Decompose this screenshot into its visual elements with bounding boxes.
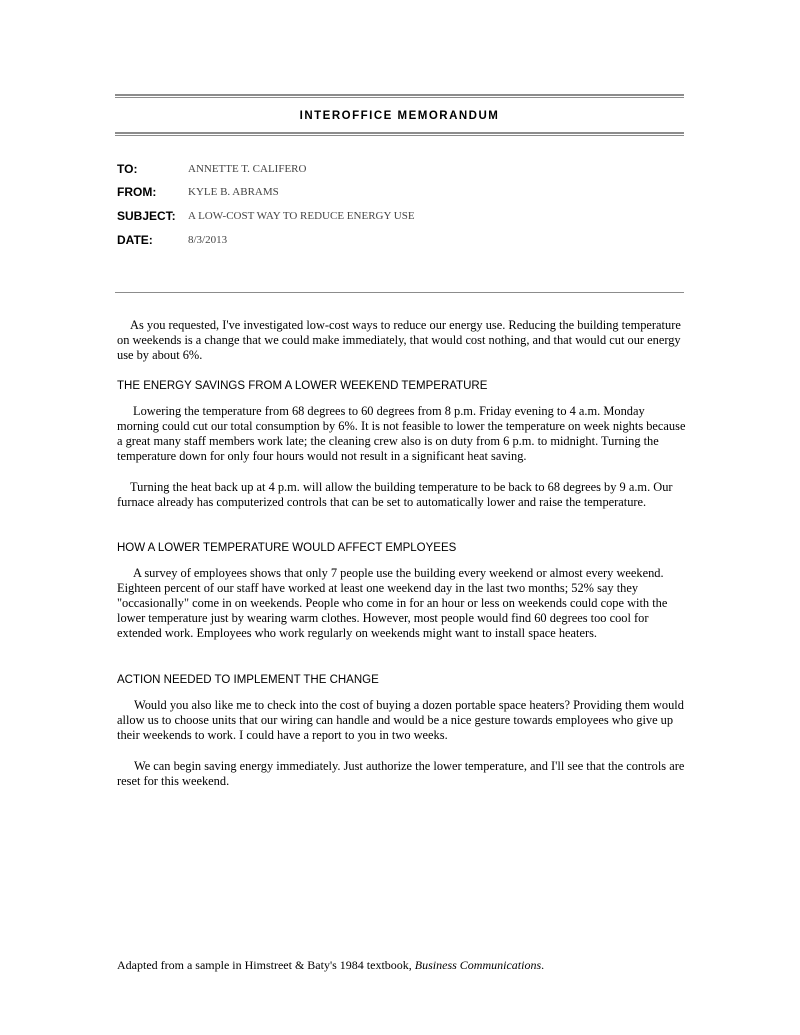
subject-label: SUBJECT:	[117, 209, 176, 223]
to-label: TO:	[117, 162, 138, 176]
date-value: 8/3/2013	[188, 234, 228, 246]
subject-value: A LOW-COST WAY TO REDUCE ENERGY USE	[188, 210, 415, 222]
energy-savings-paragraph-1: Lowering the temperature from 68 degrees to 60 degrees from 8 p.m. Friday evening to 4 a.m. Monday morning could cut our total consumption by 6%. It is not feasible to lower the temperature on week nights because a great many staff members work late; the cleaning crew also is on duty from 6 p.m. to midnight. Turning the temperature down for only four hours would not result in a significant heat saving.	[117, 404, 686, 463]
action-paragraph-2: We can begin saving energy immediately. Just authorize the lower temperature, and I'll see that the controls are reset for this weekend.	[117, 759, 685, 788]
memo-title: INTEROFFICE MEMORANDUM	[299, 110, 500, 122]
energy-savings-paragraph-2: Turning the heat back up at 4 p.m. will allow the building temperature to be back to 68 degrees by 9 a.m. Our furnace already has computerized controls that can be set to automatically lower and raise the temperature.	[117, 480, 673, 509]
footer-end: .	[541, 958, 545, 972]
date-label: DATE:	[117, 233, 153, 247]
to-value: ANNETTE T. CALIFERO	[188, 163, 307, 175]
header-bottom-rule	[115, 292, 684, 293]
footer-note	[117, 958, 544, 973]
section-heading-energy-savings: THE ENERGY SAVINGS FROM A LOWER WEEKEND TEMPERATURE	[117, 380, 488, 392]
section-heading-action: ACTION NEEDED TO IMPLEMENT THE CHANGE	[117, 674, 379, 686]
section-heading-employees: HOW A LOWER TEMPERATURE WOULD AFFECT EMPLOYEES	[117, 542, 457, 554]
footer-book-title: Business Communications	[414, 958, 542, 972]
employees-paragraph-1: A survey of employees shows that only 7 people use the building every weekend or almost every weekend. Eighteen percent of our staff have worked at least one weekend day in the last two months; 52% say they "occasionally" come in on weekends. People who come in for an hour or less on weekends could cope with the lower temperature just by wearing warm clothes. However, most people would find 60 degrees too cool for extended work. Employees who work regularly on weekends might want to install space heaters.	[117, 566, 668, 640]
title-rule-2	[115, 135, 684, 136]
from-value: KYLE B. ABRAMS	[188, 186, 279, 198]
title-rule-1	[115, 132, 684, 134]
action-paragraph-1: Would you also like me to check into the cost of buying a dozen portable space heaters? Providing them would allow us to choose units that our wiring can handle and would be a nice gesture towards employees who give up their weekends to work. I could have a report to you in two weeks.	[117, 698, 684, 742]
top-rule-1	[115, 94, 684, 96]
top-rule-2	[115, 97, 684, 98]
intro-paragraph: As you requested, I've investigated low-cost ways to reduce our energy use. Reducing the building temperature on weekends is a change that we could make immediately, that would cost nothing, and that would cut our energy use by about 6%.	[117, 318, 681, 362]
footer-text: Adapted from a sample in Himstreet & Baty's 1984 textbook,	[117, 958, 415, 972]
from-label: FROM:	[117, 185, 157, 199]
